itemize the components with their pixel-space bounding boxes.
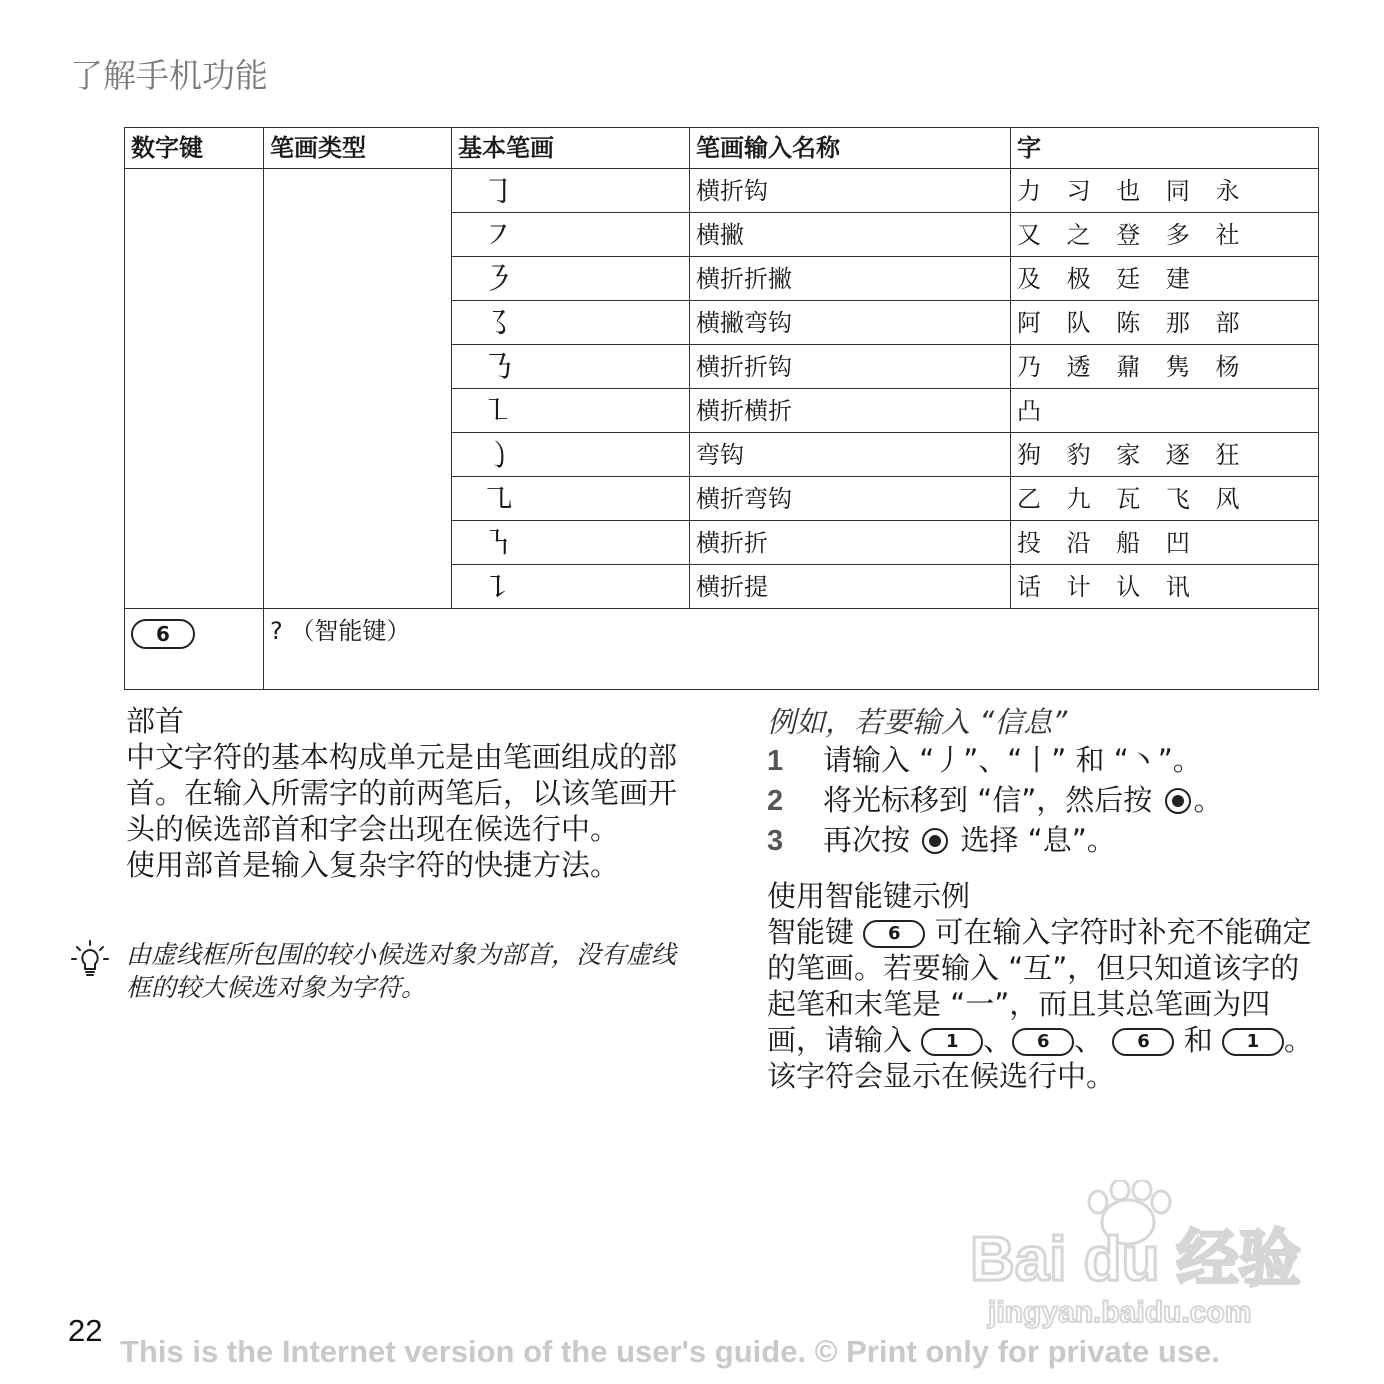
step-text-end: 。 (1193, 783, 1223, 817)
example-chars: 投 沿 船 凹 (1011, 521, 1319, 565)
step-number: 3 (767, 825, 784, 857)
stroke-name: 横撇 (690, 213, 1011, 257)
step-number: 1 (767, 745, 784, 777)
stroke-glyph: ㇁ (452, 433, 690, 477)
stroke-name: 横折折撇 (690, 257, 1011, 301)
watermark-logo-text: Bai du 经验 (970, 1225, 1301, 1294)
smart-key-paragraph (767, 914, 1327, 1094)
key-6-icon: 6 (1112, 1028, 1174, 1056)
stroke-glyph: ㇈ (452, 477, 690, 521)
smart-key-cell (125, 609, 264, 690)
radicals-tip-line: 使用部首是输入复杂字符的快捷方法。 (126, 848, 620, 882)
page-title: 了解手机功能 (70, 56, 268, 95)
stroke-name: 横折折 (690, 521, 1011, 565)
table-row (125, 169, 1319, 213)
stroke-name: 横折提 (690, 565, 1011, 609)
stroke-name: 横折钩 (690, 169, 1011, 213)
table-header-row (125, 128, 1319, 169)
stroke-glyph: ㇅ (452, 389, 690, 433)
smart-key-text: 可在输入字符时补充不能确定的笔画。若要输入 “互”，但只知道该字的起笔和末笔是 “一”，而且其总笔画为四画，请输入 (767, 915, 1312, 1057)
stroke-name: 横折折钩 (690, 345, 1011, 389)
step-text: 请输入 “丿”、“丨” 和 “丶”。 (823, 743, 1202, 777)
key-6-icon: 6 (863, 920, 925, 948)
smart-key-section (767, 878, 1327, 1094)
step-text: 将光标移到 “信”，然后按 (823, 783, 1153, 817)
key-1-icon: 1 (1222, 1028, 1284, 1056)
stroke-glyph: ㇋ (452, 257, 690, 301)
stroke-type-cell (264, 169, 452, 609)
example-chars: 及 极 廷 建 (1011, 257, 1319, 301)
header-stroke-name: 笔画输入名称 (690, 128, 1011, 169)
separator: 、 (983, 1023, 1013, 1057)
stroke-name: 横折横折 (690, 389, 1011, 433)
header-stroke-type: 笔画类型 (264, 128, 452, 169)
stroke-glyph: ㇊ (452, 565, 690, 609)
smart-key-text: 。该字符会显示在候选行中。 (767, 1023, 1313, 1093)
radicals-title: 部首 (126, 704, 185, 738)
stroke-name: 横折弯钩 (690, 477, 1011, 521)
radicals-section (126, 703, 686, 883)
stroke-glyph: ㇎ (452, 521, 690, 565)
example-title: 例如，若要输入 “信息” (767, 705, 1068, 739)
example-chars: 又 之 登 多 社 (1011, 213, 1319, 257)
step-2 (767, 780, 1327, 820)
footer-note: This is the Internet version of the user's guide. © Print only for private use. (120, 1334, 1220, 1369)
table-row-smart-key (125, 609, 1319, 690)
example-steps (767, 740, 1327, 860)
lightbulb-icon (68, 938, 112, 982)
key-6-icon: 6 (131, 619, 195, 649)
number-key-cell (125, 169, 264, 609)
example-chars: 乃 透 鼐 隽 杨 (1011, 345, 1319, 389)
page-number: 22 (68, 1313, 103, 1348)
example-chars: 凸 (1011, 389, 1319, 433)
key-1-icon: 1 (921, 1028, 983, 1056)
baidu-watermark-logo (960, 1180, 1305, 1330)
watermark-url: jingyan.baidu.com (988, 1296, 1252, 1329)
smart-key-title: 使用智能键示例 (767, 879, 971, 913)
example-chars: 力 习 也 同 永 (1011, 169, 1319, 213)
key-6-icon: 6 (1012, 1028, 1074, 1056)
stroke-glyph: ㇌ (452, 301, 690, 345)
header-number-key: 数字键 (125, 128, 264, 169)
step-1 (767, 740, 1327, 780)
step-text: 再次按 (823, 823, 911, 857)
stroke-glyph: ㇇ (452, 213, 690, 257)
step-3 (767, 820, 1327, 860)
header-characters: 字 (1011, 128, 1319, 169)
stroke-name: 横撇弯钩 (690, 301, 1011, 345)
and-text: 和 (1183, 1023, 1213, 1057)
stroke-name: 弯钩 (690, 433, 1011, 477)
stroke-glyph: ㇆ (452, 169, 690, 213)
smart-key-text: 智能键 (767, 915, 855, 949)
separator: 、 (1074, 1023, 1104, 1057)
tip-note (126, 938, 686, 1004)
stroke-glyph: ㇡ (452, 345, 690, 389)
stroke-table (124, 127, 1319, 690)
header-basic-stroke: 基本笔画 (452, 128, 690, 169)
step-number: 2 (767, 785, 784, 817)
select-button-icon (921, 827, 949, 855)
tip-text: 由虚线框所包围的较小候选对象为部首，没有虚线框的较大候选对象为字符。 (126, 940, 677, 1002)
example-chars: 话 计 认 讯 (1011, 565, 1319, 609)
radicals-paragraph: 中文字符的基本构成单元是由笔画组成的部首。在输入所需字的前两笔后，以该笔画开头的候选部首和字会出现在候选行中。 (126, 740, 678, 846)
example-chars: 狗 豹 家 逐 狂 (1011, 433, 1319, 477)
select-button-icon (1164, 787, 1192, 815)
step-text-end: 选择 “息”。 (960, 823, 1116, 857)
smart-key-label: ? （智能键） (264, 609, 1319, 690)
example-chars: 乙 九 瓦 飞 风 (1011, 477, 1319, 521)
example-chars: 阿 队 陈 那 部 (1011, 301, 1319, 345)
